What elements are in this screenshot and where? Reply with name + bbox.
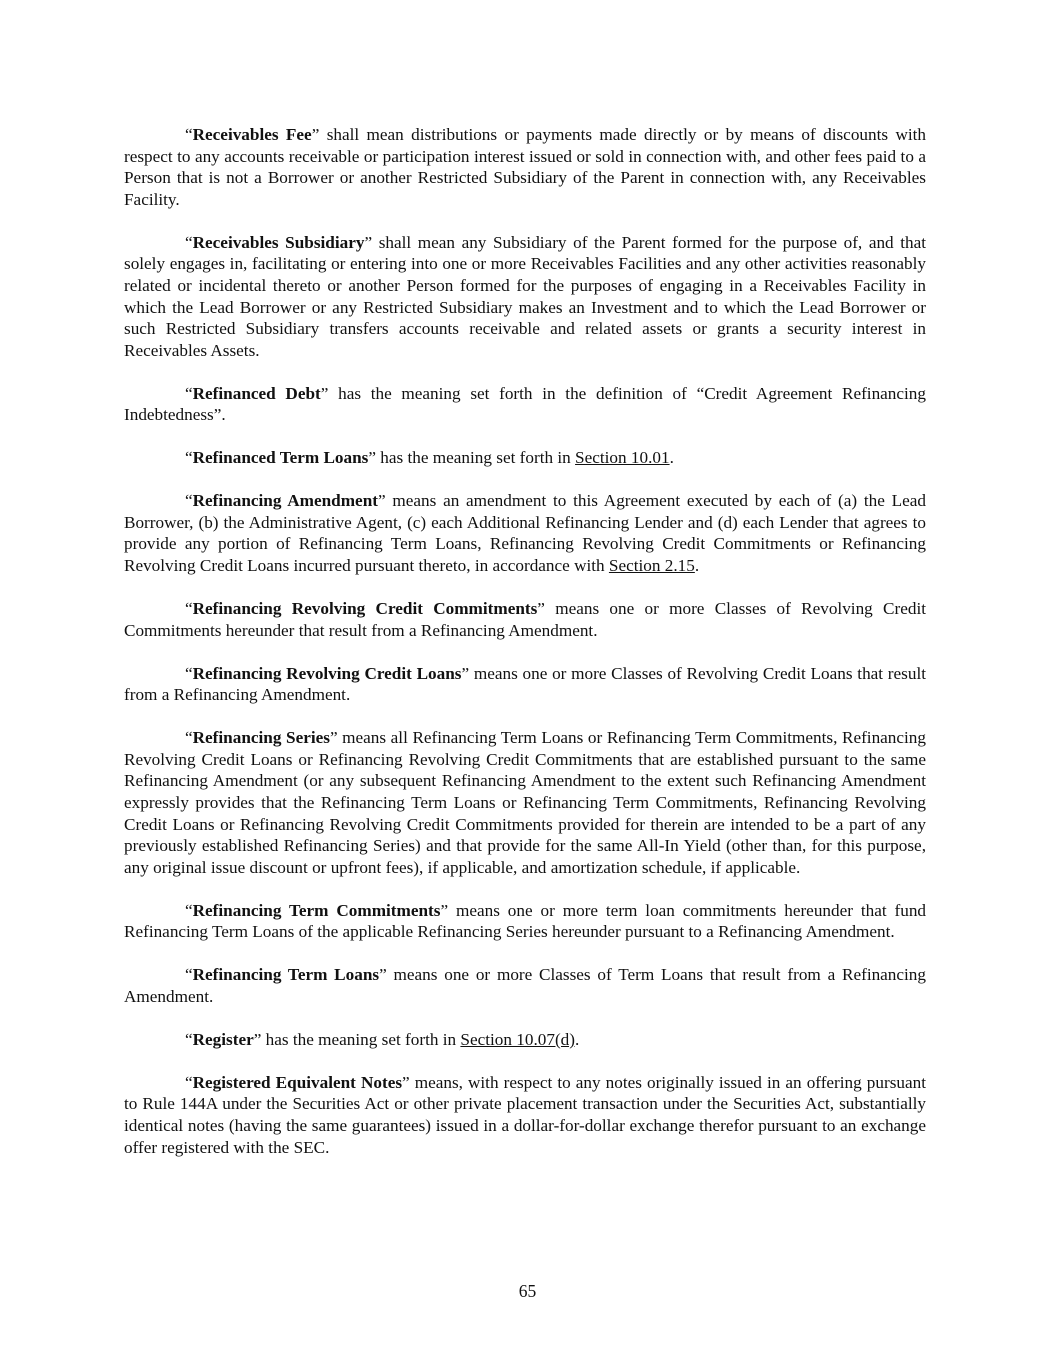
definition-registered-equivalent-notes — [124, 1072, 926, 1158]
definition-refinancing-revolving-credit-commitments — [124, 598, 926, 641]
close-quote: ” — [253, 1029, 262, 1049]
definition-tail: . — [694, 556, 700, 576]
close-quote: ” — [320, 383, 329, 403]
close-quote: ” — [368, 448, 376, 468]
close-quote: ” — [537, 599, 545, 619]
definition-body: means one or more Classes of Revolving Credit Commitments hereunder that result from a Refinancing Amendment. — [124, 599, 926, 640]
definition-tail: . — [669, 448, 674, 468]
definition-receivables-fee — [124, 124, 926, 210]
definition-body: means one or more term loan commitments hereunder that fund Refinancing Term Loans of the applicable Refinancing Series hereunder pursuant to a Refinancing Amendment. — [124, 900, 927, 942]
close-quote: ” — [440, 900, 449, 920]
open-quote: “ — [185, 491, 193, 511]
definition-refinancing-revolving-credit-loans — [124, 663, 926, 706]
close-quote: ” — [379, 965, 387, 985]
close-quote: ” — [364, 232, 373, 252]
open-quote: “ — [185, 900, 193, 920]
definition-refinanced-term-loans — [124, 447, 926, 469]
definition-body: has the meaning set forth in the definition of “Credit Agreement Refinancing Indebtedness”. — [124, 383, 926, 425]
definition-refinanced-debt — [124, 383, 926, 426]
definition-body: has the meaning set forth in — [261, 1029, 461, 1049]
open-quote: “ — [185, 965, 193, 985]
definition-refinancing-amendment — [124, 490, 926, 576]
open-quote: “ — [185, 232, 193, 252]
definition-body: shall mean any Subsidiary of the Parent formed for the purpose of, and that solely engages in, facilitating or entering into one or more Receivables Facilities and any other activities reasonably related or incidental thereto or another Person formed for the purposes of engaging in a Receivables Facility in which the Lead Borrower or any Restricted Subsidiary makes an Investment and to which the Lead Borrower or such Restricted Subsidiary transfers accounts receivable and related assets or grants a security interest in Receivables Assets. — [124, 232, 927, 360]
definition-body: means an amendment to this Agreement executed by each of (a) the Lead Borrower, (b) the Administrative Agent, (c) each Additional Refinancing Lender and (d) each Lender that agrees to provide any portion of Refinancing Term Loans, Refinancing Revolving Credit Commitments or Refinancing Revolving Credit Loans incurred pursuant thereto, in accordance with — [124, 491, 926, 576]
definition-body: means one or more Classes of Revolving Credit Loans that result from a Refinancing Amendment. — [124, 663, 926, 705]
defined-term: Refinancing Series — [192, 728, 330, 748]
document-page — [124, 124, 926, 1180]
defined-term: Refinancing Revolving Credit Commitments — [192, 599, 538, 619]
definition-tail: . — [575, 1029, 580, 1049]
close-quote: ” — [329, 728, 338, 748]
defined-term: Receivables Subsidiary — [192, 232, 365, 252]
defined-term: Refinancing Term Loans — [192, 965, 380, 985]
definition-body: means one or more Classes of Term Loans that result from a Refinancing Amendment. — [124, 965, 926, 1006]
open-quote: “ — [185, 663, 193, 683]
defined-term: Receivables Fee — [192, 125, 312, 144]
defined-term: Refinancing Revolving Credit Loans — [192, 663, 462, 683]
definition-body: shall mean distributions or payments made directly or by means of discounts with respect to any accounts receivable or participation interest issued or sold in connection with, and other fees paid to a Person that is not a Borrower or another Restricted Subsidiary of the Parent in connection with, any Receivables Facility. — [124, 125, 926, 209]
close-quote: ” — [377, 491, 386, 511]
defined-term: Registered Equivalent Notes — [192, 1072, 403, 1092]
open-quote: “ — [185, 599, 193, 619]
definition-refinancing-term-loans — [124, 964, 926, 1007]
open-quote: “ — [185, 1072, 193, 1092]
defined-term: Refinanced Debt — [192, 383, 321, 403]
defined-term: Refinanced Term Loans — [192, 448, 369, 468]
open-quote: “ — [185, 728, 193, 748]
section-reference-link[interactable]: Section 2.15 — [608, 556, 695, 576]
defined-term: Register — [192, 1029, 254, 1049]
definition-receivables-subsidiary — [124, 232, 926, 362]
definition-refinancing-term-commitments — [124, 900, 926, 943]
open-quote: “ — [185, 1029, 193, 1049]
defined-term: Refinancing Term Commitments — [192, 900, 441, 920]
close-quote: ” — [461, 663, 470, 683]
definition-body: means all Refinancing Term Loans or Refinancing Term Commitments, Refinancing Revolving Credit Loans or Refinancing Revolving Credit Commitments that are established pursuant to the same Refinancing Amendment (or any subsequent Refinancing Amendment to the extent such Refinancing Amendment expressly provides that the Refinancing Term Loans or Refinancing Term Commitments, Refinancing Revolving Credit Loans or Refinancing Revolving Credit Commitments provided for therein are intended to be a part of any previously established Refinancing Series) and that provide for the same All-In Yield (other than, for this purpose, any original issue discount or upfront fees), if applicable, and amortization schedule, if applicable. — [124, 728, 926, 877]
close-quote: ” — [402, 1072, 410, 1092]
open-quote: “ — [185, 448, 193, 468]
open-quote: “ — [185, 383, 193, 403]
section-reference-link[interactable]: Section 10.07(d) — [460, 1029, 575, 1049]
close-quote: ” — [311, 125, 320, 144]
definition-body: means, with respect to any notes originally issued in an offering pursuant to Rule 144A under the Securities Act or other private placement transaction under the Securities Act, substantially identical notes (having the same guarantees) issued in a dollar-for-dollar exchange therefor pursuant to an exchange offer registered with the SEC. — [124, 1072, 926, 1157]
open-quote: “ — [185, 125, 193, 144]
definition-register — [124, 1029, 926, 1051]
section-reference-link[interactable]: Section 10.01 — [575, 448, 670, 468]
defined-term: Refinancing Amendment — [192, 491, 378, 511]
definition-refinancing-series — [124, 727, 926, 878]
definition-body: has the meaning set forth in — [376, 448, 576, 468]
page-number: 65 — [518, 1281, 537, 1301]
